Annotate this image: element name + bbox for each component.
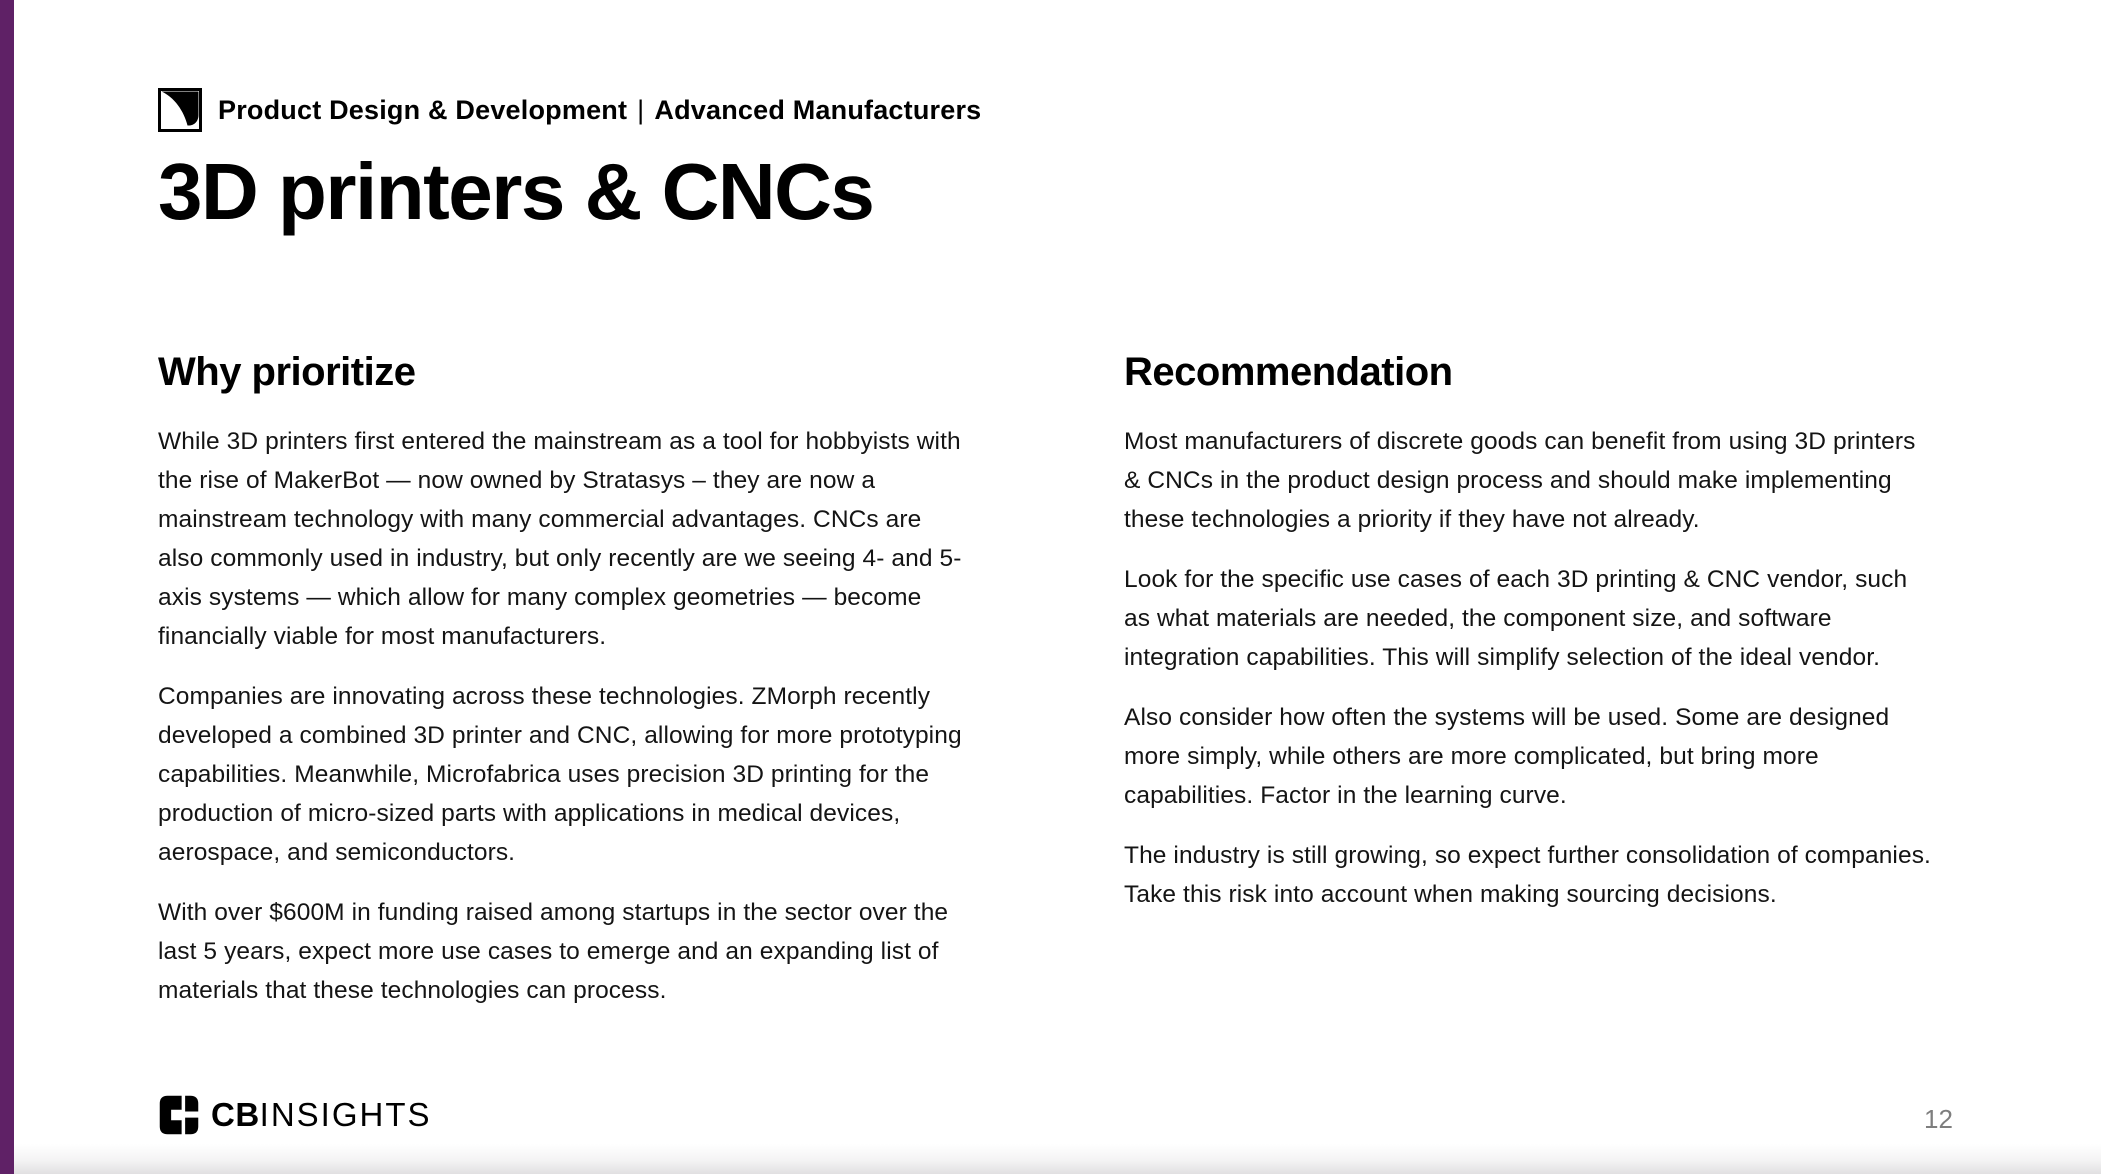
recommendation-section — [1124, 348, 1934, 1031]
page-number: 12 — [1924, 1104, 1953, 1134]
cbinsights-wordmark — [211, 1096, 432, 1134]
breadcrumb-section: Product Design & Development — [218, 94, 628, 125]
why-prioritize-paragraph-1: While 3D printers first entered the mainstream as a tool for hobbyists with the rise of MakerBot — now owned by Stratasys – they are now a mainstream technology with many commercial advantages. CNCs are also commonly used in industry, but only recently are we seeing 4- and 5-axis systems — which allow for many complex geometries — become financially viable for most manufacturers. — [158, 428, 962, 650]
header — [158, 88, 981, 234]
breadcrumb-row — [158, 88, 981, 132]
slide-bottom-edge — [0, 1144, 2101, 1174]
why-prioritize-heading: Why prioritize — [158, 350, 416, 394]
breadcrumb-subsection: Advanced Manufacturers — [654, 94, 982, 125]
why-prioritize-paragraph-2: Companies are innovating across these technologies. ZMorph recently developed a combined 3D printer and CNC, allowing for more prototyping capabilities. Meanwhile, Microfabrica uses precision 3D printing for the production of micro-sized parts with applications in medical devices, aerospace, and semiconductors. — [158, 683, 962, 866]
accent-bar — [0, 0, 14, 1174]
breadcrumb-divider: | — [637, 94, 645, 125]
why-prioritize-section — [158, 348, 968, 1031]
brand-text-insights: INSIGHTS — [259, 1096, 432, 1133]
report-logo-icon — [158, 88, 202, 132]
cbinsights-logo — [158, 1094, 432, 1136]
recommendation-paragraph-2: Look for the specific use cases of each 3D printing & CNC vendor, such as what materials are needed, the component size, and software integration capabilities. This will simplify selection of the ideal vendor. — [1124, 566, 1908, 671]
page-title: 3D printers & CNCs — [158, 147, 874, 236]
why-prioritize-paragraph-3: With over $600M in funding raised among startups in the sector over the last 5 years, expect more use cases to emerge and an expanding list of materials that these technologies can process. — [158, 899, 949, 1004]
breadcrumb — [218, 95, 981, 126]
brand-text-cb: CB — [211, 1096, 260, 1133]
recommendation-heading: Recommendation — [1124, 350, 1453, 394]
cbinsights-logo-icon — [158, 1094, 200, 1136]
recommendation-paragraph-1: Most manufacturers of discrete goods can benefit from using 3D printers & CNCs in the product design process and should make implementing these technologies a priority if they have not already. — [1124, 428, 1916, 533]
recommendation-paragraph-3: Also consider how often the systems will be used. Some are designed more simply, while others are more complicated, but bring more capabilities. Factor in the learning curve. — [1124, 704, 1890, 809]
recommendation-paragraph-4: The industry is still growing, so expect further consolidation of companies. Take this risk into account when making sourcing decisions. — [1124, 842, 1931, 908]
two-column-content — [158, 348, 1934, 1031]
